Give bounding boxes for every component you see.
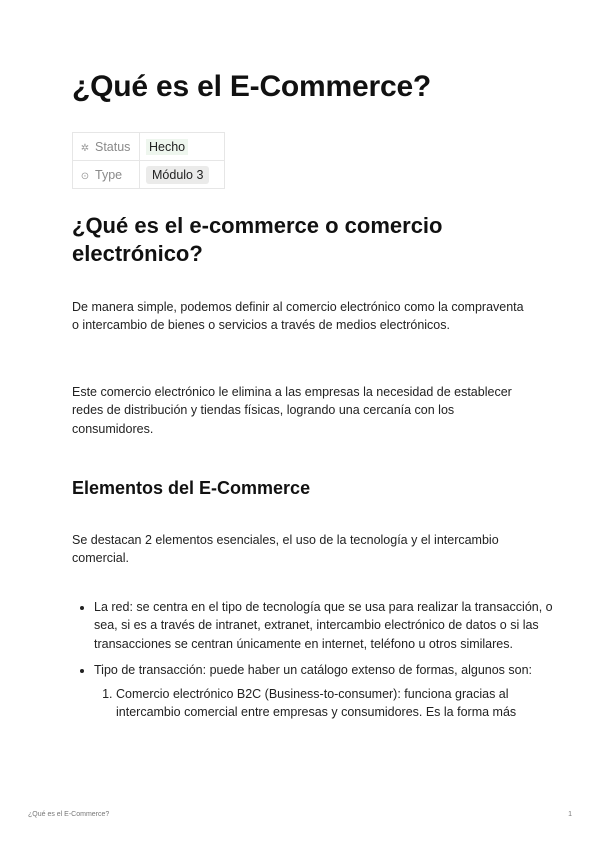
select-icon: ⊙	[80, 170, 90, 182]
property-value	[140, 161, 225, 189]
page-title: ¿Qué es el E-Commerce?	[72, 70, 432, 103]
property-key	[73, 161, 140, 189]
bullet-list	[72, 598, 556, 730]
property-label: Type	[95, 167, 123, 182]
status-badge: Hecho	[146, 139, 188, 155]
property-row-status	[73, 133, 225, 161]
property-value	[140, 133, 225, 161]
property-key	[73, 133, 140, 161]
type-tag: Módulo 3	[146, 166, 209, 184]
list-item	[94, 661, 556, 722]
loader-icon: ✲	[80, 142, 90, 154]
property-label: Status	[95, 139, 131, 154]
property-row-type	[73, 161, 225, 189]
footer-title: ¿Qué es el E-Commerce?	[28, 811, 110, 818]
page-number: 1	[568, 811, 572, 818]
paragraph: De manera simple, podemos definir al comercio electrónico como la compraventa o intercambio de bienes o servicios a través de medios electrónicos.	[72, 300, 524, 333]
numbered-list	[94, 685, 556, 722]
section-heading: Elementos del E-Commerce	[72, 478, 311, 498]
list-item: 1. Comercio electrónico B2C (Business-to-consumer): funciona gracias al intercambio comercial entre empresas y consumidores. Es la forma más	[116, 685, 556, 722]
properties-table	[72, 132, 225, 189]
list-item: • La red: se centra en el tipo de tecnología que se usa para realizar la transacción, o sea, si es a través de intranet, extranet, intercambio electrónico de datos o si las transacciones se centran únicamente en internet, teléfono u otros similares.	[94, 598, 556, 653]
list-item-text: Tipo de transacción: puede haber un catálogo extenso de formas, algunos son:	[94, 662, 533, 677]
paragraph: Se destacan 2 elementos esenciales, el uso de la tecnología y el intercambio comercial.	[72, 533, 499, 566]
section-heading: ¿Qué es el e-commerce o comercio electrónico?	[72, 213, 443, 266]
paragraph: Este comercio electrónico le elimina a las empresas la necesidad de establecer redes de distribución y tiendas físicas, logrando una cercanía con los consumidores.	[72, 385, 512, 436]
